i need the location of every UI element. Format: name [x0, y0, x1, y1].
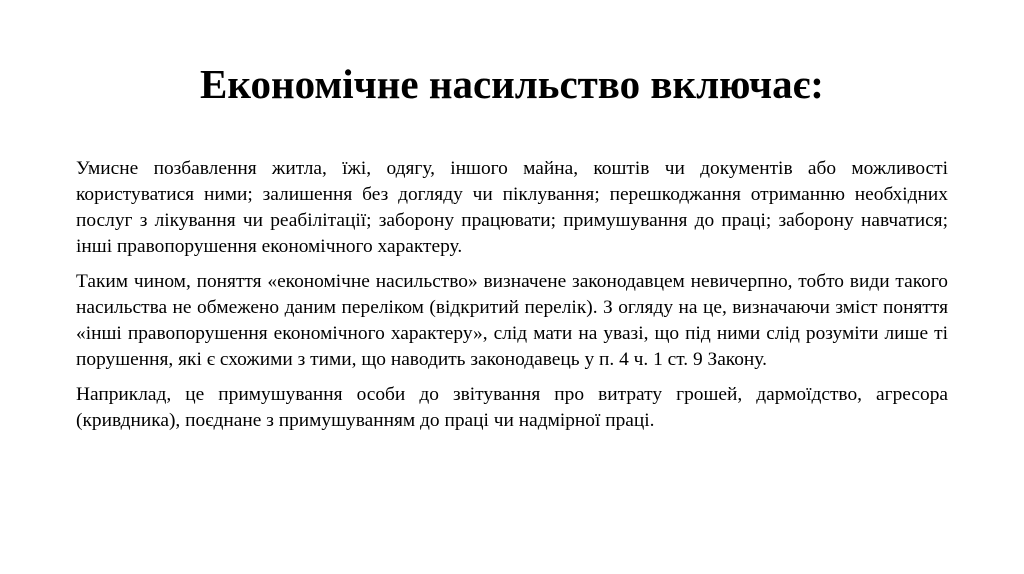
paragraph-example: Наприклад, це примушування особи до звітування про витрату грошей, дармоїдство, агресора (кривдника), поєднане з примушуванням до праці чи надмірної праці. [76, 384, 948, 431]
slide-body [76, 156, 948, 443]
slide-title: Економічне насильство включає: [200, 61, 824, 107]
paragraph-definition: Умисне позбавлення житла, їжі, одягу, іншого майна, коштів чи документів або можливості користуватися ними; залишення без догляду чи піклування; перешкоджання отриманню необхідних послуг з лікування чи реабілітації; заборону працювати; примушування до праці; заборону навчатися; інші правопорушення економічного характеру. [76, 158, 948, 257]
paragraph-explanation: Таким чином, поняття «економічне насильство» визначене законодавцем невичерпно, тобто види такого насильства не обмежено даним переліком (відкритий перелік). З огляду на це, визначаючи зміст поняття «інші правопорушення економічного характеру», слід мати на увазі, що під ними слід розуміти лише ті порушення, які є схожими з тими, що наводить законодавець у п. 4 ч. 1 ст. 9 Закону. [76, 271, 948, 370]
